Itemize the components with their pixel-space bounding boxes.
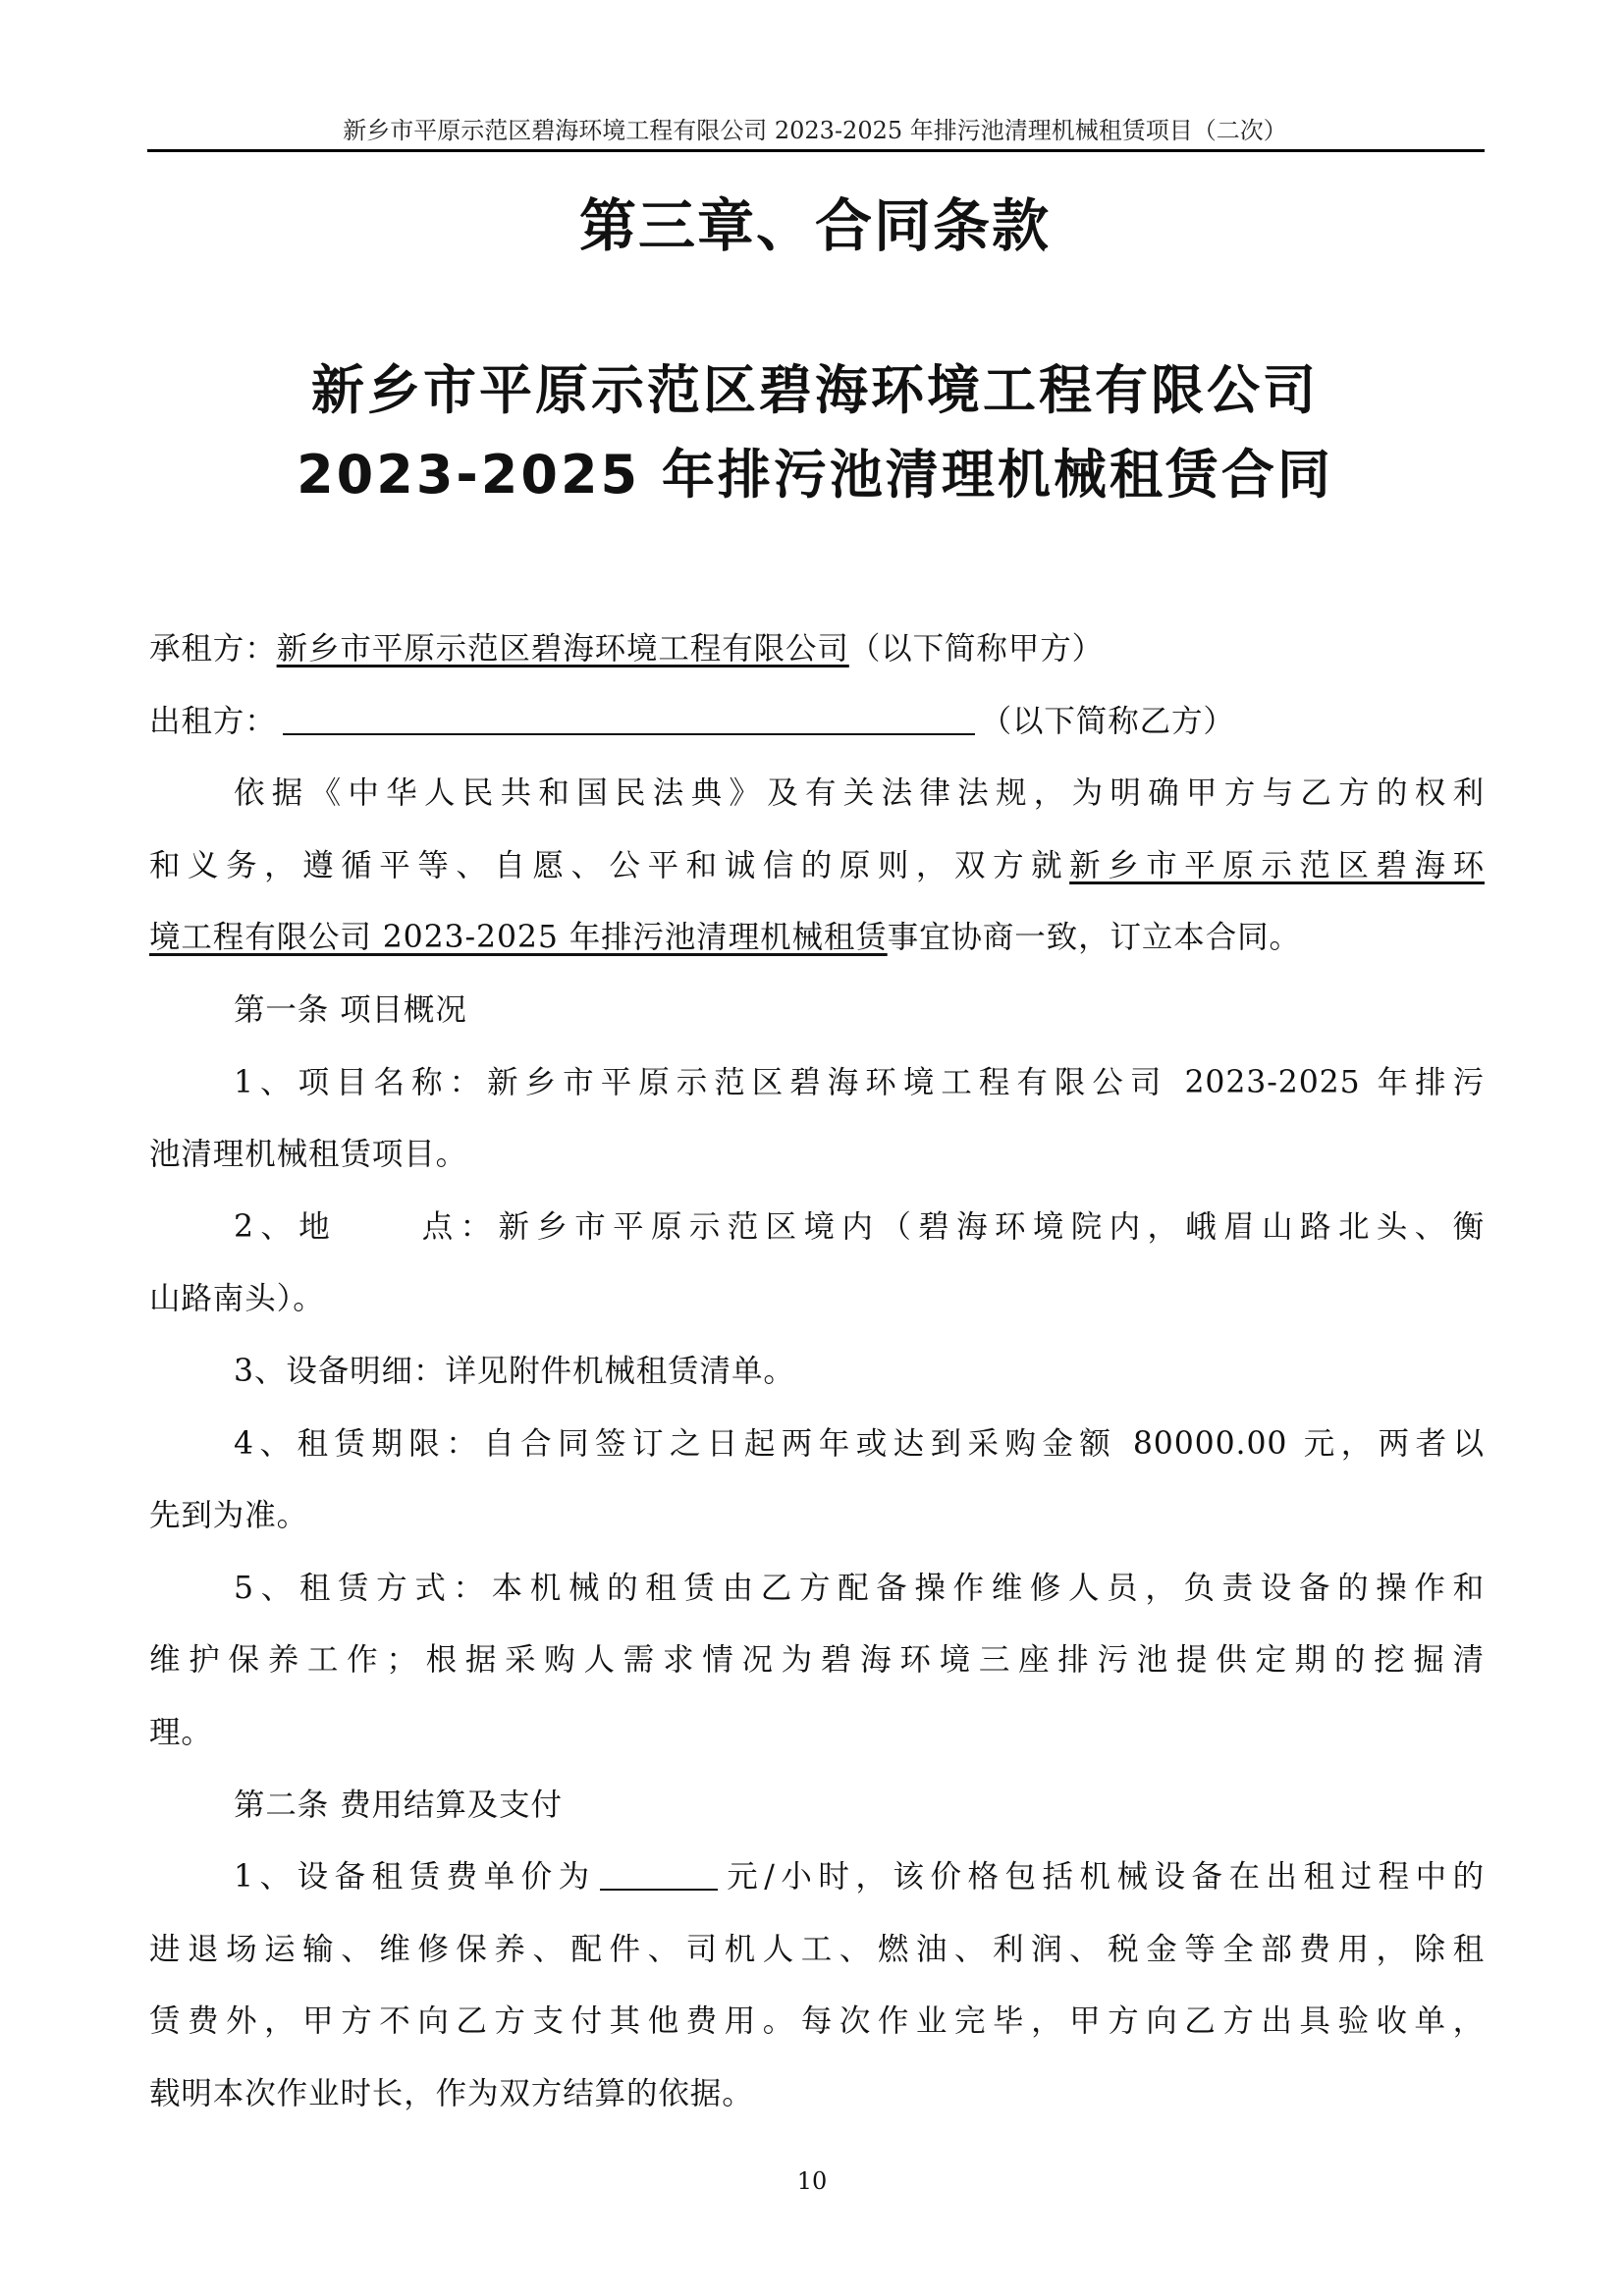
preamble-line-1: 依据《中华人民共和国民法典》及有关法律法规，为明确甲方与乙方的权利 [234, 775, 1485, 811]
lessee-line [149, 624, 1485, 673]
preamble-line-2 [149, 841, 1485, 890]
header-divider [147, 149, 1485, 152]
lessee-suffix: （以下简称甲方） [848, 631, 1105, 667]
article-2-item-1-line-1 [149, 1852, 1485, 1901]
article-2-heading: 第二条 费用结算及支付 [234, 1788, 563, 1823]
contract-title-line-1: 新乡市平原示范区碧海环境工程有限公司 [311, 359, 1319, 421]
preamble-project-name-cont: 境工程有限公司 2023-2025 年排污池清理机械租赁 [149, 920, 888, 955]
lessor-suffix: （以下简称乙方） [980, 704, 1235, 739]
preamble-text-end: 事宜协商一致，订立本合同。 [887, 920, 1301, 955]
article-1-item-3: 3、设备明细：详见附件机械租赁清单。 [234, 1354, 795, 1389]
article-1-item-5-line-2: 维护保养工作；根据采购人需求情况为碧海环境三座排污池提供定期的挖掘清 [149, 1642, 1485, 1678]
page-number: 10 [796, 2167, 828, 2195]
article-1-item-1-line-2: 池清理机械租赁项目。 [149, 1137, 468, 1172]
item-2-location: 新乡市平原示范区境内（碧海环境院内，峨眉山路北头、衡 [498, 1209, 1485, 1245]
article-2-item-1-line-2: 进退场运输、维修保养、配件、司机人工、燃油、利润、税金等全部费用，除租 [149, 1932, 1485, 1967]
preamble-text: 和义务，遵循平等、自愿、公平和诚信的原则，双方就 [149, 848, 1070, 883]
article-1-item-4-line-1: 4、租赁期限：自合同签订之日起两年或达到采购金额 80000.00 元，两者以 [234, 1426, 1485, 1462]
article-1-item-2-line-2: 山路南头）。 [149, 1281, 325, 1316]
article-1-heading: 第一条 项目概况 [234, 992, 467, 1028]
contract-title-line-2: 2023-2025 年排污池清理机械租赁合同 [297, 444, 1333, 506]
lessee-label: 承租方： [149, 631, 277, 667]
article-2-item-1-line-4: 载明本次作业时长，作为双方结算的依据。 [149, 2076, 754, 2111]
item-2-label-b: 点： [415, 1209, 499, 1245]
chapter-title: 第三章、合同条款 [578, 192, 1051, 259]
preamble-line-3 [149, 913, 1485, 962]
lessor-line [149, 697, 1485, 746]
lessor-name-blank [283, 698, 975, 735]
article-1-item-2-line-1 [149, 1202, 1485, 1252]
lessee-name: 新乡市平原示范区碧海环境工程有限公司 [276, 631, 849, 667]
running-header: 新乡市平原示范区碧海环境工程有限公司 2023-2025 年排污池清理机械租赁项目（二次） [343, 117, 1287, 144]
item-2-label-a: 2、地 [234, 1209, 338, 1245]
article-1-item-1-line-1: 1、项目名称：新乡市平原示范区碧海环境工程有限公司 2023-2025 年排污 [234, 1065, 1485, 1100]
article-1-item-5-line-3: 理。 [149, 1715, 213, 1750]
article-1-item-5-line-1: 5、租赁方式：本机械的租赁由乙方配备操作维修人员，负责设备的操作和 [234, 1571, 1485, 1606]
unit-price-text: 元/小时，该价格包括机械设备在出租过程中的 [721, 1859, 1485, 1895]
article-1-item-4-line-2: 先到为准。 [149, 1498, 309, 1533]
lessor-label: 出租方： [149, 704, 277, 739]
unit-price-blank [600, 1853, 718, 1891]
article-2-item-1-line-3: 赁费外，甲方不向乙方支付其他费用。每次作业完毕，甲方向乙方出具验收单， [149, 2003, 1485, 2039]
preamble-project-name: 新乡市平原示范区碧海环 [1069, 848, 1485, 883]
unit-price-label: 1、设备租赁费单价为 [234, 1859, 596, 1895]
